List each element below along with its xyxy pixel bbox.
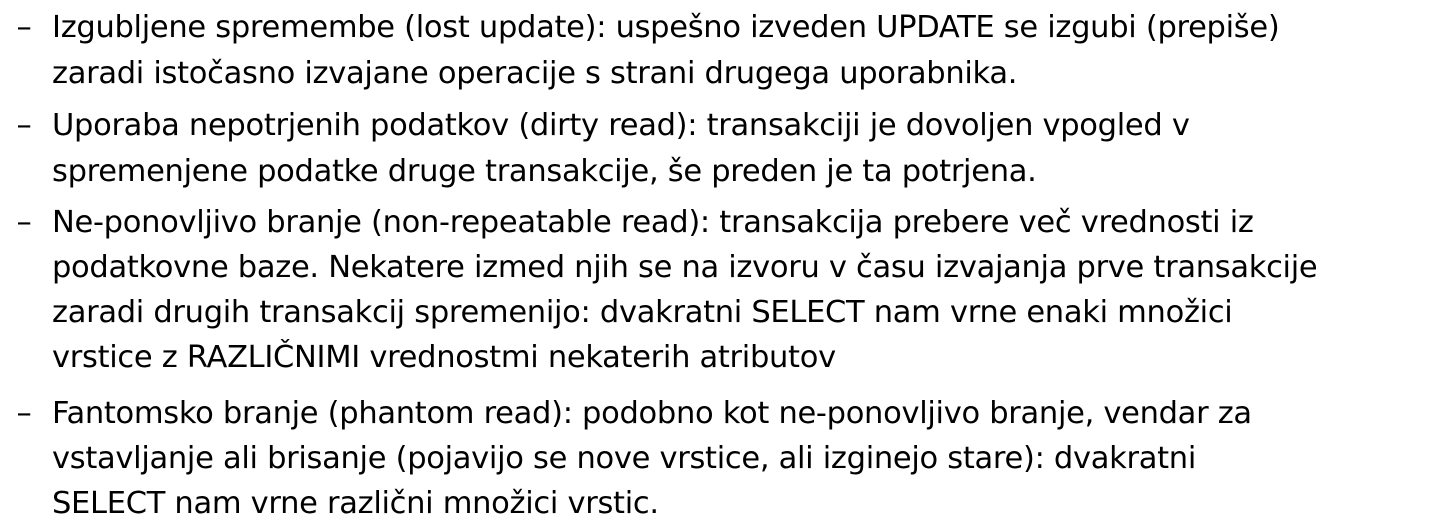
bullet-text-line: zaradi istočasno izvajane operacije s strani drugega uporabnika. (52, 56, 1018, 91)
bullet-text-line: zaradi drugih transakcij spremenijo: dvakratni SELECT nam vrne enaki množici (52, 295, 1233, 330)
bullet-text-line: SELECT nam vrne različni množici vrstic. (52, 486, 659, 521)
bullet-text-line: spremenjene podatke druge transakcije, še preden je ta potrjena. (52, 154, 1037, 189)
bullet-dash: – (16, 205, 32, 240)
bullet-text-line: podatkovne baze. Nekatere izmed njih se na izvoru v času izvajanja prve transakcije (52, 250, 1318, 285)
bullet-text-line: vrstice z RAZLIČNIMI vrednostmi nekaterih atributov (52, 340, 836, 375)
bullet-text-line: Ne-ponovljivo branje (non-repeatable read): transakcija prebere več vrednosti iz (52, 205, 1254, 240)
bullet-dash: – (16, 10, 32, 45)
bullet-text-line: Uporaba nepotrjenih podatkov (dirty read): transakciji je dovoljen vpogled v (52, 108, 1190, 143)
bullet-text-line: vstavljanje ali brisanje (pojavijo se nove vrstice, ali izginejo stare): dvakratni (52, 441, 1196, 476)
bullet-text-line: Izgubljene spremembe (lost update): uspešno izveden UPDATE se izgubi (prepiše) (52, 10, 1280, 45)
bullet-dash: – (16, 396, 32, 431)
bullet-text-line: Fantomsko branje (phantom read): podobno kot ne-ponovljivo branje, vendar za (52, 396, 1252, 431)
bullet-dash: – (16, 108, 32, 143)
